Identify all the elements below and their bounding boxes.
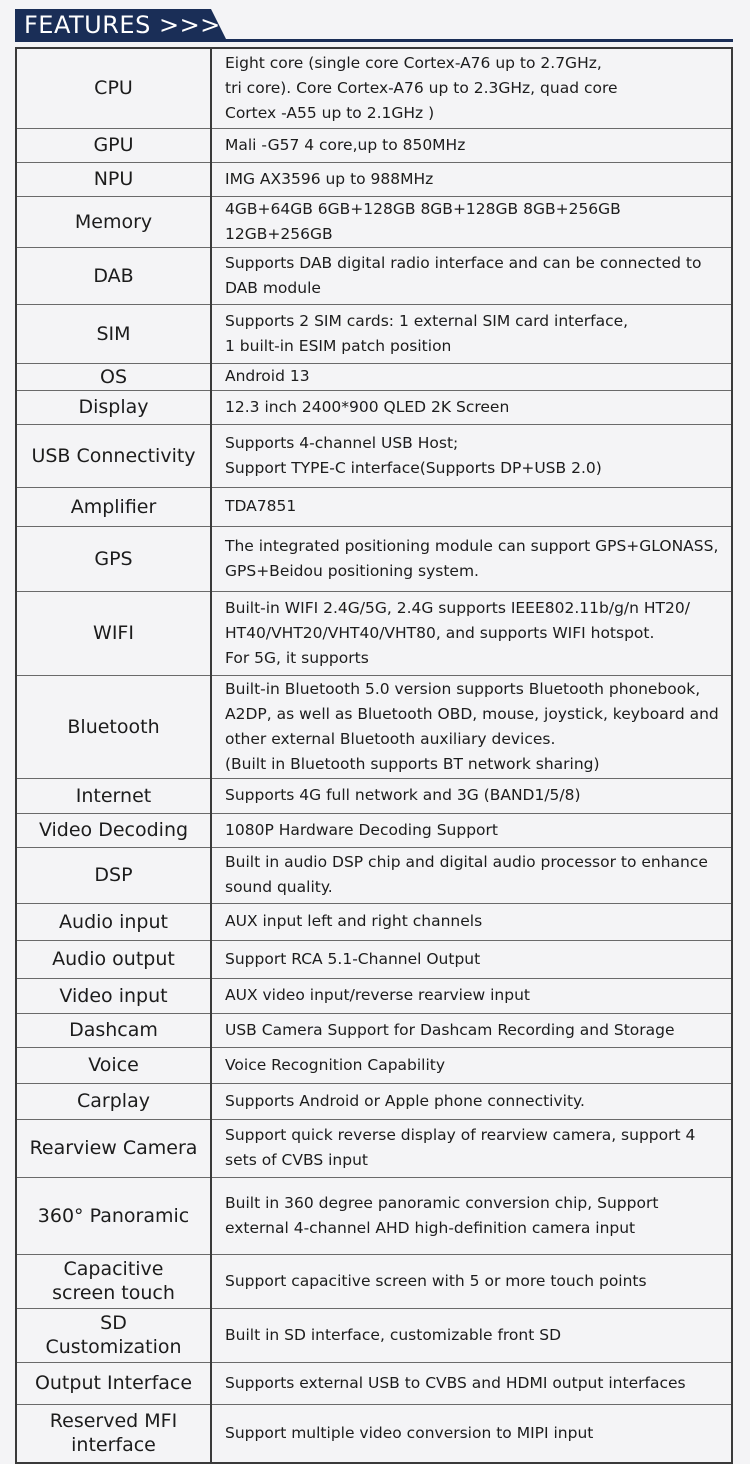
table-row bbox=[16, 1047, 732, 1083]
spec-value: Supports DAB digital radio interface and can be connected to DAB module bbox=[211, 247, 732, 304]
spec-label: Reserved MFI interface bbox=[16, 1404, 211, 1463]
table-row bbox=[16, 424, 732, 487]
spec-value: TDA7851 bbox=[211, 487, 732, 526]
spec-label: Dashcam bbox=[16, 1013, 211, 1047]
spec-table bbox=[15, 47, 733, 1464]
spec-label: Memory bbox=[16, 196, 211, 247]
spec-label: OS bbox=[16, 363, 211, 390]
spec-value: Support multiple video conversion to MIPI input bbox=[211, 1404, 732, 1463]
spec-value: Support capacitive screen with 5 or more touch points bbox=[211, 1254, 732, 1308]
spec-value: Supports Android or Apple phone connectivity. bbox=[211, 1083, 732, 1119]
spec-value: AUX input left and right channels bbox=[211, 903, 732, 940]
table-row bbox=[16, 847, 732, 903]
spec-label: Internet bbox=[16, 778, 211, 813]
table-row bbox=[16, 940, 732, 978]
spec-label: SIM bbox=[16, 304, 211, 363]
spec-label: Bluetooth bbox=[16, 675, 211, 778]
spec-label: NPU bbox=[16, 162, 211, 196]
table-row bbox=[16, 1362, 732, 1404]
spec-value: Support RCA 5.1-Channel Output bbox=[211, 940, 732, 978]
spec-table-body bbox=[16, 48, 732, 1463]
spec-value: AUX video input/reverse rearview input bbox=[211, 978, 732, 1013]
table-row bbox=[16, 363, 732, 390]
spec-value: Voice Recognition Capability bbox=[211, 1047, 732, 1083]
spec-label: Display bbox=[16, 390, 211, 424]
table-row bbox=[16, 1083, 732, 1119]
table-row bbox=[16, 1013, 732, 1047]
spec-label: Audio output bbox=[16, 940, 211, 978]
table-row bbox=[16, 675, 732, 778]
spec-label: Carplay bbox=[16, 1083, 211, 1119]
spec-label: 360° Panoramic bbox=[16, 1177, 211, 1254]
spec-value: Built in SD interface, customizable front SD bbox=[211, 1308, 732, 1362]
table-row bbox=[16, 1308, 732, 1362]
spec-label: Voice bbox=[16, 1047, 211, 1083]
spec-label: GPS bbox=[16, 526, 211, 591]
spec-label: Output Interface bbox=[16, 1362, 211, 1404]
table-row bbox=[16, 903, 732, 940]
spec-value: Eight core (single core Cortex-A76 up to 2.7GHz, tri core). Core Cortex-A76 up to 2.3GHz, quad core Cortex -A55 up to 2.1GHz ) bbox=[211, 48, 732, 128]
header-underline bbox=[15, 39, 733, 42]
spec-label: Rearview Camera bbox=[16, 1119, 211, 1177]
spec-value: The integrated positioning module can support GPS+GLONASS, GPS+Beidou positioning system. bbox=[211, 526, 732, 591]
spec-value: Built-in WIFI 2.4G/5G, 2.4G supports IEEE802.11b/g/n HT20/ HT40/VHT20/VHT40/VHT80, and supports WIFI hotspot. For 5G, it supports bbox=[211, 591, 732, 675]
spec-label: WIFI bbox=[16, 591, 211, 675]
spec-value: Android 13 bbox=[211, 363, 732, 390]
table-row bbox=[16, 1177, 732, 1254]
table-row bbox=[16, 48, 732, 128]
table-row bbox=[16, 778, 732, 813]
spec-value: Supports 4-channel USB Host; Support TYPE-C interface(Supports DP+USB 2.0) bbox=[211, 424, 732, 487]
table-row bbox=[16, 247, 732, 304]
table-row bbox=[16, 128, 732, 162]
spec-label: Video Decoding bbox=[16, 813, 211, 847]
spec-label: Audio input bbox=[16, 903, 211, 940]
spec-label: Amplifier bbox=[16, 487, 211, 526]
spec-value: Mali -G57 4 core,up to 850MHz bbox=[211, 128, 732, 162]
spec-label: GPU bbox=[16, 128, 211, 162]
spec-value: Supports 2 SIM cards: 1 external SIM card interface, 1 built-in ESIM patch position bbox=[211, 304, 732, 363]
spec-label: Video input bbox=[16, 978, 211, 1013]
table-row bbox=[16, 1119, 732, 1177]
table-row bbox=[16, 978, 732, 1013]
header-title: FEATURES >>> bbox=[24, 11, 221, 39]
table-row bbox=[16, 390, 732, 424]
features-header bbox=[15, 9, 733, 43]
spec-value: USB Camera Support for Dashcam Recording and Storage bbox=[211, 1013, 732, 1047]
spec-value: Supports external USB to CVBS and HDMI output interfaces bbox=[211, 1362, 732, 1404]
spec-value: 1080P Hardware Decoding Support bbox=[211, 813, 732, 847]
table-row bbox=[16, 526, 732, 591]
spec-label: DSP bbox=[16, 847, 211, 903]
table-row bbox=[16, 813, 732, 847]
spec-value: Support quick reverse display of rearview camera, support 4 sets of CVBS input bbox=[211, 1119, 732, 1177]
spec-label: DAB bbox=[16, 247, 211, 304]
spec-value: Supports 4G full network and 3G (BAND1/5/8) bbox=[211, 778, 732, 813]
spec-label: USB Connectivity bbox=[16, 424, 211, 487]
table-row bbox=[16, 1404, 732, 1463]
spec-label: Capacitive screen touch bbox=[16, 1254, 211, 1308]
spec-value: IMG AX3596 up to 988MHz bbox=[211, 162, 732, 196]
table-row bbox=[16, 1254, 732, 1308]
table-row bbox=[16, 304, 732, 363]
spec-label: SD Customization bbox=[16, 1308, 211, 1362]
spec-value: Built in 360 degree panoramic conversion chip, Support external 4-channel AHD high-definition camera input bbox=[211, 1177, 732, 1254]
spec-label: CPU bbox=[16, 48, 211, 128]
table-row bbox=[16, 591, 732, 675]
table-row bbox=[16, 196, 732, 247]
spec-value: Built in audio DSP chip and digital audio processor to enhance sound quality. bbox=[211, 847, 732, 903]
table-row bbox=[16, 162, 732, 196]
table-row bbox=[16, 487, 732, 526]
spec-value: 12.3 inch 2400*900 QLED 2K Screen bbox=[211, 390, 732, 424]
spec-value: Built-in Bluetooth 5.0 version supports Bluetooth phonebook, A2DP, as well as Bluetooth OBD, mouse, joystick, keyboard and other external Bluetooth auxiliary devices. (Built in Bluetooth supports BT network sharing) bbox=[211, 675, 732, 778]
spec-value: 4GB+64GB 6GB+128GB 8GB+128GB 8GB+256GB 12GB+256GB bbox=[211, 196, 732, 247]
